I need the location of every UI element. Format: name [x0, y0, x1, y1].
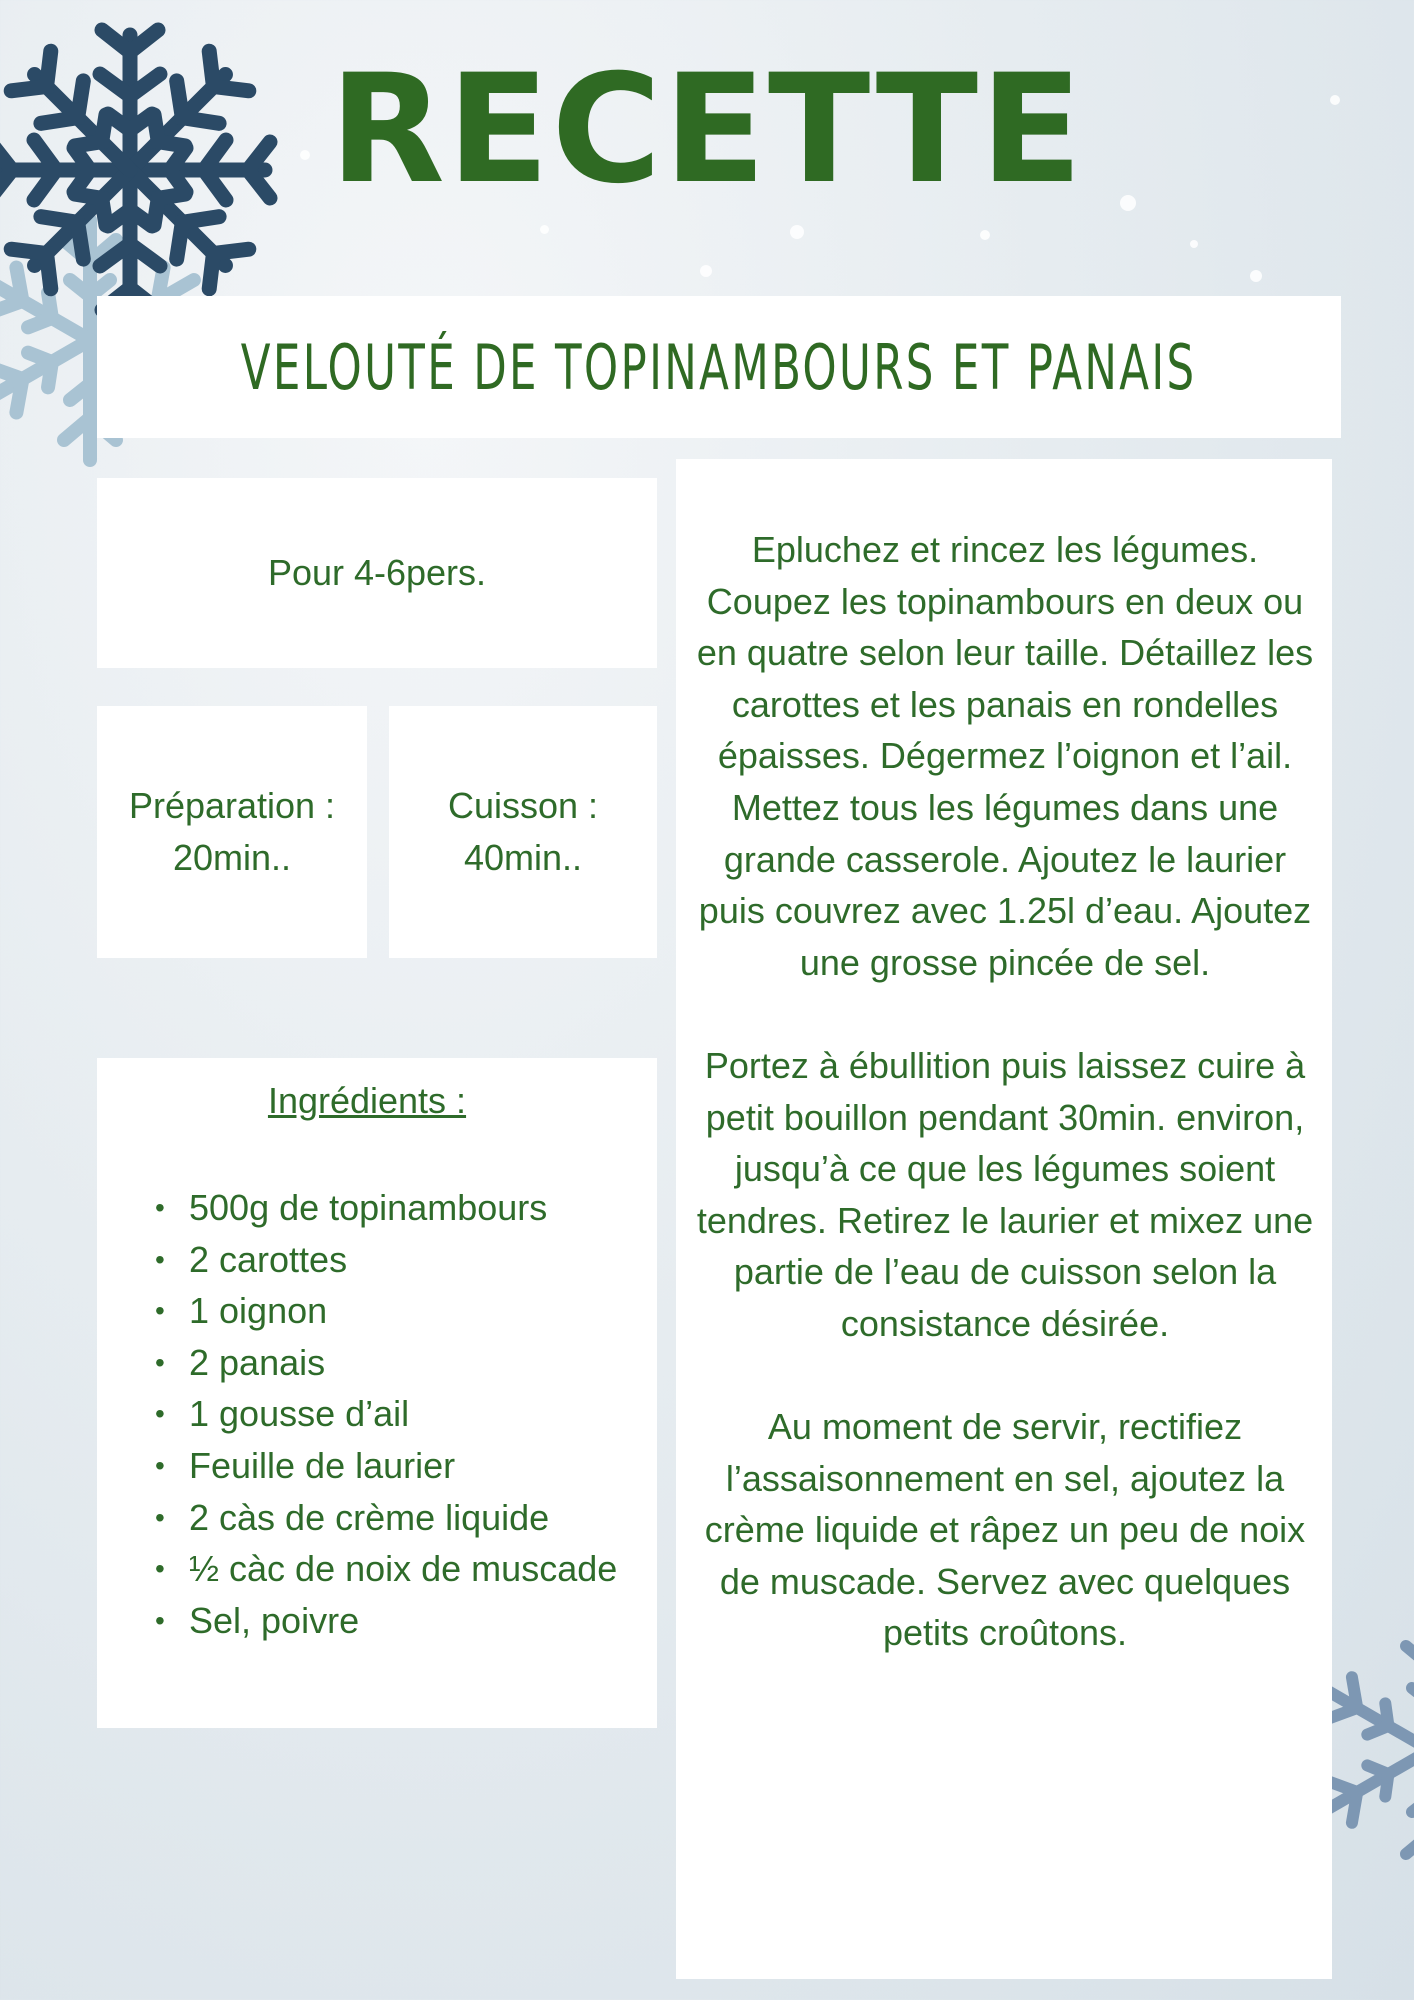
servings-box	[97, 478, 657, 668]
cooking-label: Cuisson :	[447, 785, 599, 826]
list-item: • Sel, poivre	[155, 1595, 625, 1647]
preparation-label: Préparation :	[128, 785, 336, 826]
list-item: • Feuille de laurier	[155, 1440, 625, 1492]
instruction-paragraph: Au moment de servir, rectifiez l’assaisonnement en sel, ajoutez la crème liquide et râpez un peu de noix de muscade. Servez avec quelques petits croûtons.	[704, 1406, 1306, 1654]
page-title: RECETTE	[329, 43, 1085, 217]
recipe-name: VELOUTÉ DE TOPINAMBOURS ET PANAIS	[241, 330, 1197, 404]
list-item: • 2 panais	[155, 1337, 625, 1389]
list-item: • 1 gousse d’ail	[155, 1388, 625, 1440]
list-item: • 2 carottes	[155, 1234, 625, 1286]
cooking-box	[389, 706, 657, 958]
list-item: • ½ càc de noix de muscade	[155, 1543, 625, 1595]
instruction-paragraph: Portez à ébullition puis laissez cuire à petit bouillon pendant 30min. environ, jusqu’à ce que les légumes soient tendres. Retirez le laurier et mixez une partie de l’eau de cuisson selon la consistance désirée.	[696, 1044, 1314, 1344]
list-item: • 500g de topinambours	[155, 1182, 625, 1234]
ingredients-list	[155, 1182, 625, 1646]
preparation-time: 20min..	[172, 837, 292, 878]
ingredients-box	[97, 1058, 657, 1728]
recipe-name-box	[97, 296, 1341, 438]
instruction-paragraph: Epluchez et rincez les légumes. Coupez les topinambours en deux ou en quatre selon leur taille. Détaillez les carottes et les panais en rondelles épaisses. Dégermez l’oignon et l’ail. Mettez tous les légumes dans une grande casserole. Ajoutez le laurier puis couvrez avec 1.25l d’eau. Ajoutez une grosse pincée de sel.	[696, 529, 1314, 983]
list-item: • 2 càs de crème liquide	[155, 1492, 625, 1544]
ingredients-heading: Ingrédients :	[267, 1080, 467, 1121]
cooking-time: 40min..	[463, 837, 583, 878]
list-item: • 1 oignon	[155, 1285, 625, 1337]
preparation-box	[97, 706, 367, 958]
servings-text: Pour 4-6pers.	[267, 552, 487, 593]
instructions-box	[676, 459, 1332, 1979]
instructions-text	[690, 524, 1320, 1659]
